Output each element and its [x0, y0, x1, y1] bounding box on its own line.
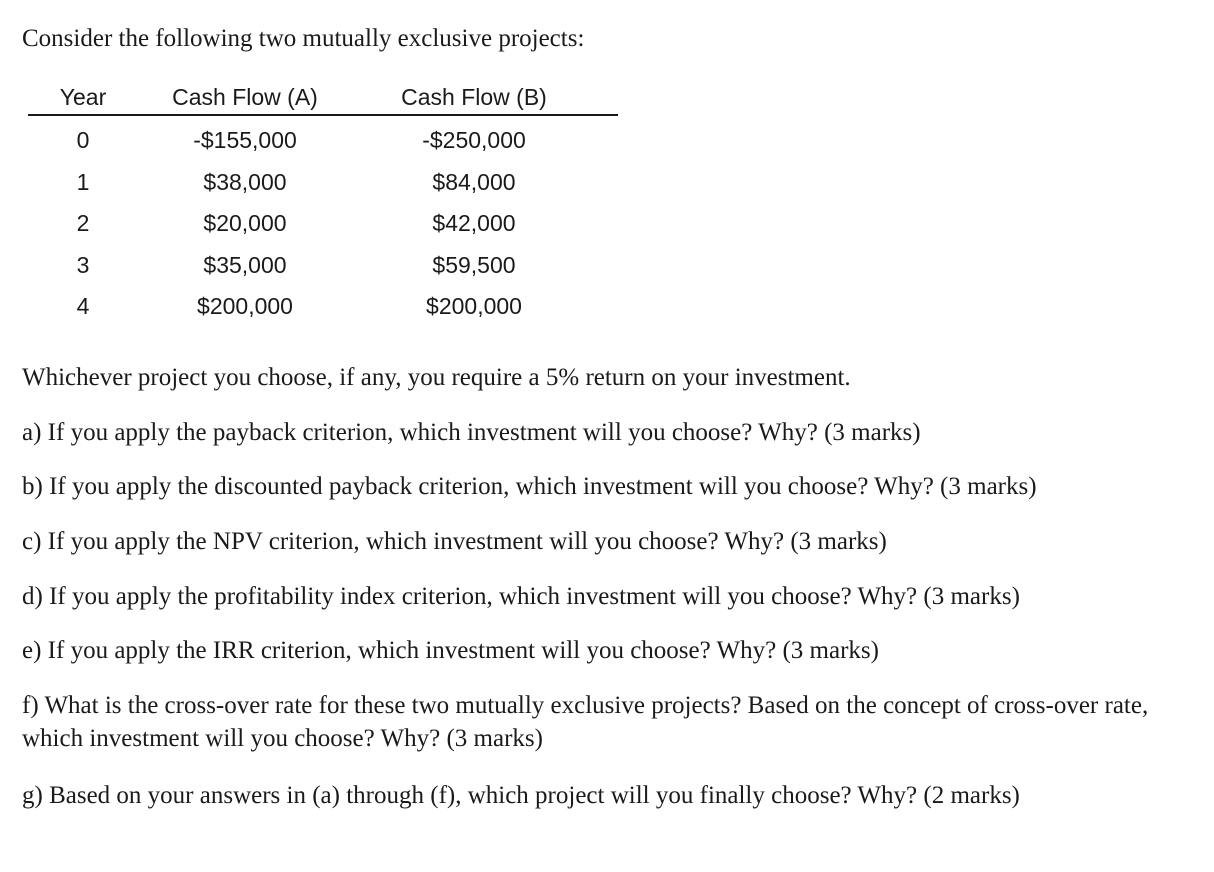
cell-cash-flow-a: -$155,000	[193, 127, 297, 154]
cell-cash-flow-a: $35,000	[203, 251, 287, 278]
cell-cash-flow-a: $38,000	[203, 168, 287, 195]
table-row	[28, 203, 618, 245]
cell-year: 3	[76, 251, 90, 278]
cell-cash-flow-b: $59,500	[432, 251, 516, 278]
question-d: d) If you apply the profitability index criterion, which investment will you choose? Why? (3 marks)	[22, 583, 1020, 610]
question-a: a) If you apply the payback criterion, which investment will you choose? Why? (3 marks)	[22, 419, 921, 446]
question-e: e) If you apply the IRR criterion, which investment will you choose? Why? (3 marks)	[22, 637, 879, 664]
cell-cash-flow-b: $42,000	[432, 210, 516, 237]
cash-flow-table	[28, 80, 618, 328]
cell-cash-flow-a: $20,000	[203, 210, 287, 237]
cell-year: 1	[76, 168, 90, 195]
cell-year: 0	[76, 127, 90, 154]
intro-text: Consider the following two mutually exclusive projects:	[22, 25, 585, 52]
question-g: g) Based on your answers in (a) through (f), which project will you finally choose? Why? (2 marks)	[22, 782, 1020, 809]
table-row	[28, 120, 618, 162]
table-row	[28, 286, 618, 328]
header-cash-flow-a: Cash Flow (A)	[172, 83, 318, 110]
cell-cash-flow-b: $84,000	[432, 168, 516, 195]
cell-year: 4	[76, 293, 90, 320]
question-b: b) If you apply the discounted payback criterion, which investment will you choose? Why? (3 marks)	[22, 473, 1037, 500]
header-cash-flow-b: Cash Flow (B)	[401, 83, 547, 110]
required-return-text: Whichever project you choose, if any, you require a 5% return on your investment.	[22, 364, 851, 391]
question-f: f) What is the cross-over rate for these two mutually exclusive projects? Based on the concept of cross-over rate, which investment will you choose? Why? (3 marks)	[22, 692, 1149, 752]
header-year: Year	[59, 83, 107, 110]
cell-cash-flow-a: $200,000	[197, 293, 293, 320]
cell-year: 2	[76, 210, 90, 237]
cell-cash-flow-b: -$250,000	[422, 127, 526, 154]
table-row	[28, 245, 618, 287]
table-header-row	[28, 80, 618, 116]
cell-cash-flow-b: $200,000	[426, 293, 522, 320]
question-c: c) If you apply the NPV criterion, which investment will you choose? Why? (3 marks)	[22, 528, 887, 555]
table-row	[28, 162, 618, 204]
